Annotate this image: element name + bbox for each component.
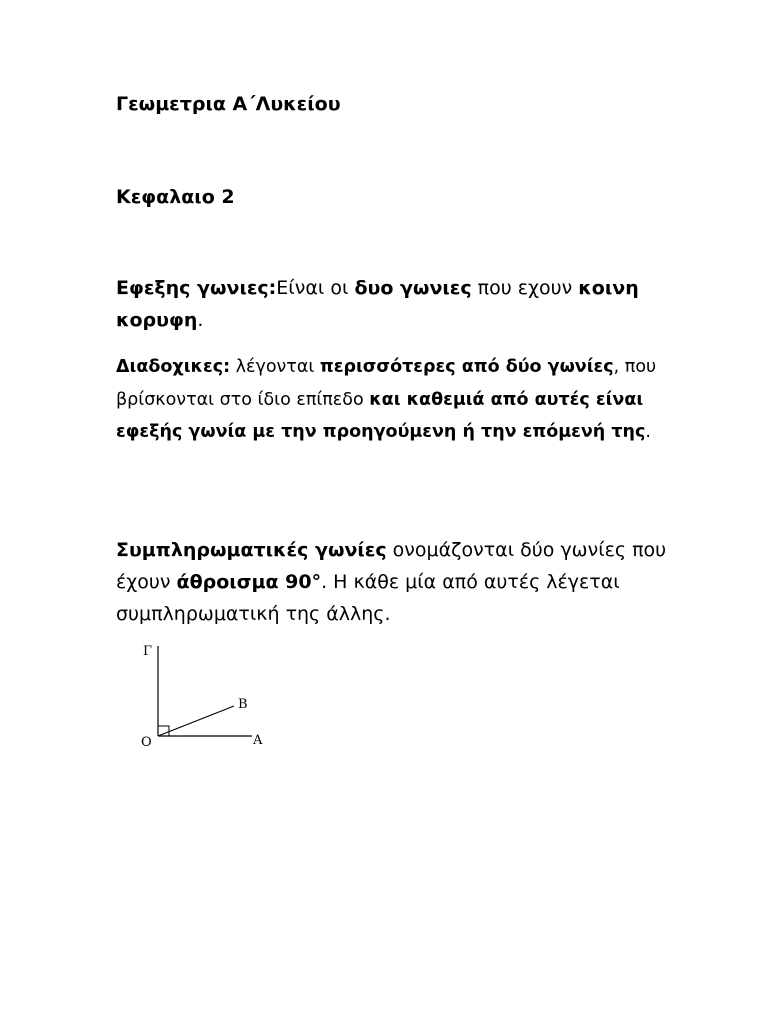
term-successive-angles: Διαδοχικες: (116, 357, 231, 377)
angle-diagram (136, 636, 276, 756)
label-a: Α (253, 733, 263, 748)
paragraph-successive-angles (116, 351, 676, 449)
bold-span: δυο γωνιες (354, 277, 472, 299)
angle-diagram-svg (136, 636, 276, 756)
bold-span: και καθεμιά από αυτές είναι εφεξής γωνία με την προηγούμενη ή την επόμενή της (116, 389, 646, 442)
text-span: . (197, 309, 204, 331)
bold-span: άθροισμα 90° (176, 571, 322, 593)
text-span: . (645, 422, 651, 442)
label-b: Β (238, 697, 248, 712)
document-title: Γεωμετρια Α΄Λυκείου (116, 93, 341, 115)
term-adjacent-angles: Εφεξης γωνιες: (116, 277, 277, 299)
chapter-heading: Κεφαλαιο 2 (116, 186, 235, 208)
text-span: λέγονται (230, 357, 320, 377)
text-span: . Η κάθε μία από αυτές λέγεται συμπληρωματική της άλλης. (116, 571, 620, 625)
text-span: Είναι οι (276, 277, 355, 299)
bold-span: κοινη κορυφη (116, 277, 639, 331)
text-span: που εχουν (471, 277, 579, 299)
label-gamma: Γ (143, 644, 153, 659)
right-angle-marker (158, 726, 169, 736)
paragraph-adjacent-angles (116, 272, 676, 336)
term-complementary-angles: Συμπληρωματικές γωνίες (116, 539, 387, 561)
bold-span: περισσότερες από δύο γωνίες (319, 357, 614, 377)
paragraph-complementary-angles (116, 534, 676, 630)
text-span: , που βρίσκονται στο ίδιο επίπεδο (116, 357, 657, 410)
text-span: ονομάζονται δύο γωνίες που έχουν (116, 539, 667, 593)
label-o: Ο (141, 735, 152, 750)
